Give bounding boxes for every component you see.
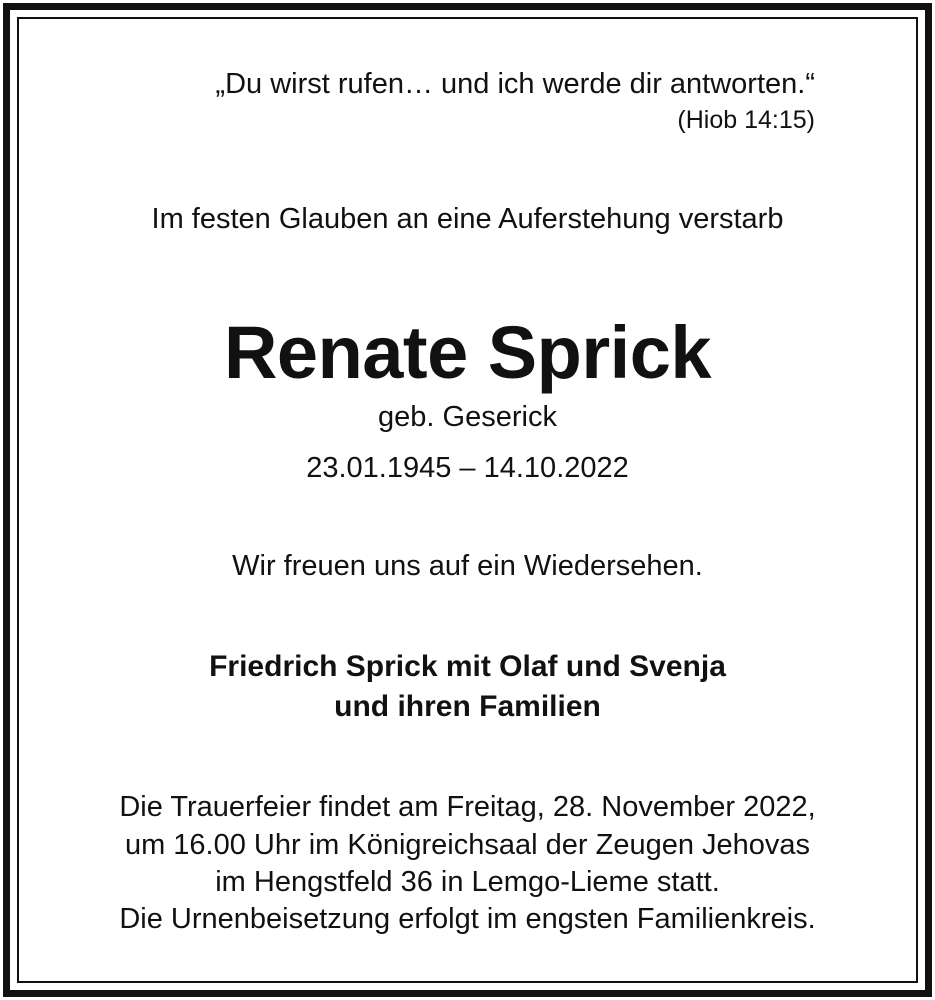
mourners-line: und ihren Familien (334, 690, 601, 723)
bible-quote (120, 68, 815, 135)
service-info-line: Die Trauerfeier findet am Freitag, 28. November 2022, (119, 791, 816, 823)
service-info-line: um 16.00 Uhr im Königreichsaal der Zeugen Jehovas (124, 829, 811, 861)
mourners-line: Friedrich Sprick mit Olaf und Svenja (209, 650, 726, 683)
intro-text: Im festen Glauben an eine Auferstehung verstarb (151, 203, 784, 235)
life-dates: 23.01.1945 – 14.10.2022 (306, 452, 629, 484)
quote-source: (Hiob 14:15) (677, 106, 815, 135)
maiden-name: geb. Geserick (378, 401, 557, 433)
farewell-text: Wir freuen uns auf ein Wiedersehen. (232, 550, 703, 582)
service-info-line: im Hengstfeld 36 in Lemgo-Lieme statt. (215, 866, 720, 898)
quote-text: „Du wirst rufen… und ich werde dir antworten.“ (215, 68, 815, 100)
service-info-line: Die Urnenbeisetzung erfolgt im engsten Familienkreis. (119, 903, 816, 935)
deceased-name: Renate Sprick (223, 311, 712, 394)
